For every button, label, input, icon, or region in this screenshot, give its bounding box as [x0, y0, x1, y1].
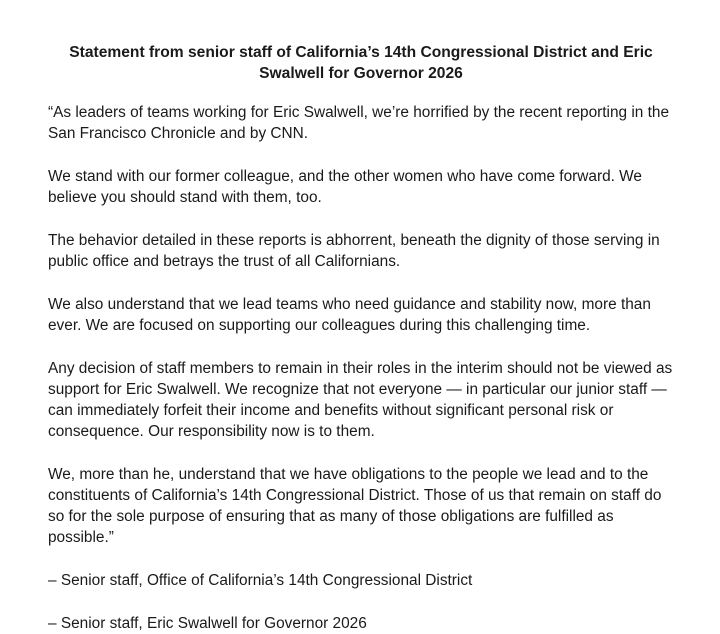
paragraph-obligations: We, more than he, understand that we have obligations to the people we lead and to the constituents of California’s 14th Congressional District. Those of us that remain on staff do so for the sole purpose of ensuring that as many of those obligations are fulfilled as possible.” [48, 466, 662, 546]
paragraph-remain-roles: Any decision of staff members to remain in their roles in the interim should not be viewed as support for Eric Swalwell. We recognize that not everyone — in particular our junior staff — can immediately forfeit their income and benefits without significant personal risk or consequence. Our responsibility now is to them. [48, 360, 673, 440]
paragraph-stand-with: We stand with our former colleague, and the other women who have come forward. We believe you should stand with them, too. [48, 168, 642, 206]
paragraph-guidance: We also understand that we lead teams who need guidance and stability now, more than ever. We are focused on supporting our colleagues during this challenging time. [48, 296, 651, 334]
signature-congressional-office: – Senior staff, Office of California’s 14th Congressional District [48, 572, 473, 589]
paragraph-reporting: “As leaders of teams working for Eric Swalwell, we’re horrified by the recent reporting in the San Francisco Chronicle and by CNN. [48, 104, 670, 142]
statement-title: Statement from senior staff of California’s 14th Congressional District and Eric Swalwell for Governor 2026 [69, 44, 653, 82]
paragraph-behavior: The behavior detailed in these reports is abhorrent, beneath the dignity of those serving in public office and betrays the trust of all Californians. [48, 232, 660, 270]
signature-campaign: – Senior staff, Eric Swalwell for Governor 2026 [48, 615, 367, 632]
